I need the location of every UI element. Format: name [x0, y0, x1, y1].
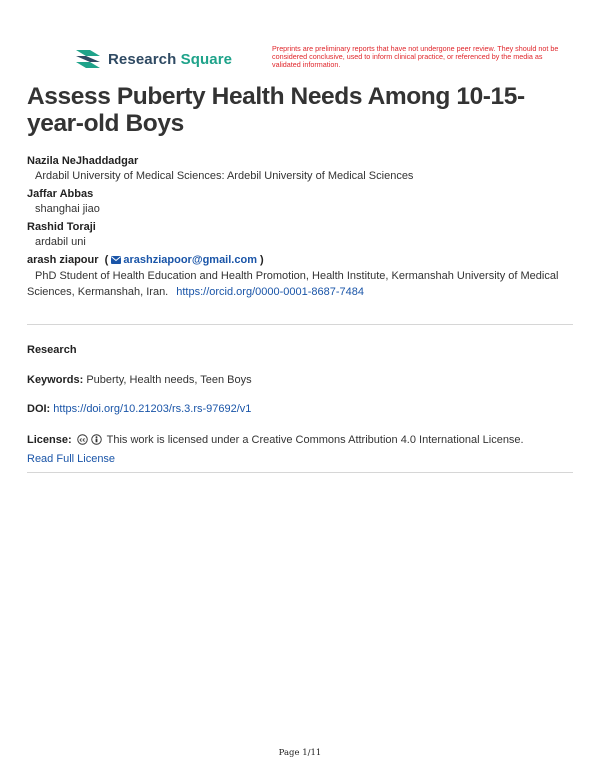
author-affiliation: ardabil uni [35, 236, 86, 248]
divider [27, 324, 573, 325]
logo-wordmark: Research Square [108, 50, 233, 68]
corresponding-author: arash ziapour ( arashziapoor@gmail.com ) [27, 254, 264, 266]
author-name: Rashid Toraji [27, 221, 96, 233]
read-full-license-link[interactable]: Read Full License [27, 453, 116, 465]
creative-commons-icon [77, 434, 88, 445]
author-affiliation: Ardabil University of Medical Sciences: Ardebil University of Medical Sciences [35, 170, 414, 182]
author-name: Nazila NeJhaddadgar [27, 155, 139, 167]
article-type: Research [27, 344, 77, 356]
license-label: License: [27, 434, 72, 446]
divider [27, 472, 573, 473]
svg-text:cc: cc [79, 437, 86, 444]
author-affiliation: PhD Student of Health Education and Health Promotion, Health Institute, Kermanshah University of Medical Sciences, Kermanshah, Iran. https://orcid.org/0000-0001-8687-7484 [27, 270, 559, 298]
research-square-logo-icon [74, 48, 102, 70]
doi-label: DOI: [27, 403, 51, 415]
attribution-icon [91, 434, 102, 445]
cc-license-icons [77, 434, 102, 451]
keywords-label: Keywords: [27, 374, 84, 386]
author-affiliation: shanghai jiao [35, 203, 100, 215]
research-square-logo[interactable] [74, 48, 232, 70]
license-text: This work is licensed under a Creative Commons Attribution 4.0 International License. [106, 434, 524, 446]
orcid-link[interactable]: https://orcid.org/0000-0001-8687-7484 [176, 286, 364, 298]
paper-title: Assess Puberty Health Needs Among 10-15-year-old Boys [27, 83, 525, 137]
email-icon [111, 256, 121, 264]
author-name: arash ziapour [27, 254, 99, 266]
preprint-notice: Preprints are preliminary reports that have not undergone peer review. They should not be considered conclusive, used to inform clinical practice, or referenced by the media as validated information. [272, 44, 559, 69]
license [27, 432, 524, 468]
doi [27, 403, 251, 415]
keywords [27, 374, 252, 386]
author-list [27, 154, 577, 303]
author-email-link[interactable]: arashziapoor@gmail.com [123, 254, 257, 266]
page-number: Page 1/11 [278, 748, 322, 758]
author-name: Jaffar Abbas [27, 188, 94, 200]
keywords-value: Puberty, Health needs, Teen Boys [86, 374, 252, 386]
doi-link[interactable]: https://doi.org/10.21203/rs.3.rs-97692/v1 [53, 403, 252, 415]
